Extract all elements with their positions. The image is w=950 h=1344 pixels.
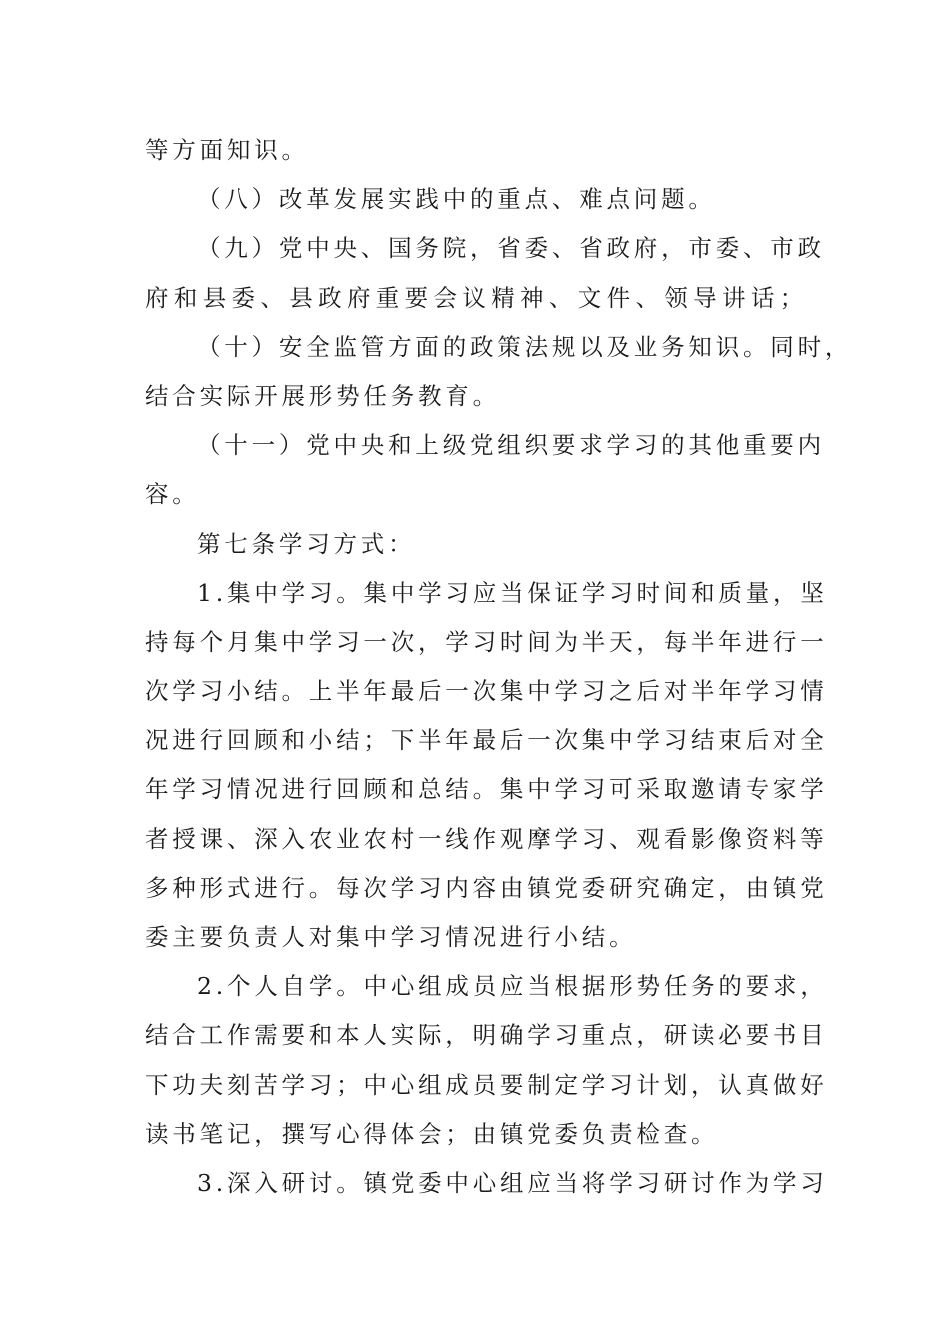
text-line: （十一）党中央和上级党组织要求学习的其他重要内 bbox=[197, 431, 825, 460]
text-line: 府和县委、县政府重要会议精神、文件、领导讲话； bbox=[145, 283, 807, 312]
text-line: 年学习情况进行回顾和总结。集中学习可采取邀请专家学 bbox=[145, 775, 828, 804]
document-body bbox=[145, 126, 853, 1208]
text-line: 读书笔记，撰写心得体会；由镇党委负责检查。 bbox=[145, 1119, 719, 1148]
text-line: 者授课、深入农业农村一线作观摩学习、观看影像资料等 bbox=[145, 824, 828, 853]
text-line: 况进行回顾和小结；下半年最后一次集中学习结束后对全 bbox=[145, 726, 828, 755]
text-line: （九）党中央、国务院，省委、省政府，市委、市政 bbox=[197, 234, 825, 263]
text-line: 2.个人自学。中心组成员应当根据形势任务的要求， bbox=[197, 972, 828, 1001]
text-line: 多种形式进行。每次学习内容由镇党委研究确定，由镇党 bbox=[145, 873, 828, 902]
text-line: （八）改革发展实践中的重点、难点问题。 bbox=[197, 185, 716, 214]
text-line: 次学习小结。上半年最后一次集中学习之后对半年学习情 bbox=[145, 677, 828, 706]
text-line: 持每个月集中学习一次，学习时间为半天，每半年进行一 bbox=[145, 627, 828, 656]
text-line: 容。 bbox=[145, 480, 200, 509]
text-line: （十）安全监管方面的政策法规以及业务知识。同时， bbox=[197, 332, 853, 361]
text-line: 结合实际开展形势任务教育。 bbox=[145, 381, 500, 410]
text-line: 等方面知识。 bbox=[145, 136, 309, 164]
text-line: 委主要负责人对集中学习情况进行小结。 bbox=[145, 923, 637, 951]
text-line: 结合工作需要和本人实际，明确学习重点，研读必要书目 bbox=[145, 1021, 828, 1050]
text-line: 下功夫刻苦学习；中心组成员要制定学习计划，认真做好 bbox=[145, 1070, 828, 1099]
text-line: 第七条学习方式： bbox=[197, 529, 416, 558]
text-line: 1.集中学习。集中学习应当保证学习时间和质量，坚 bbox=[197, 578, 828, 607]
text-line: 3.深入研讨。镇党委中心组应当将学习研讨作为学习 bbox=[197, 1168, 828, 1197]
